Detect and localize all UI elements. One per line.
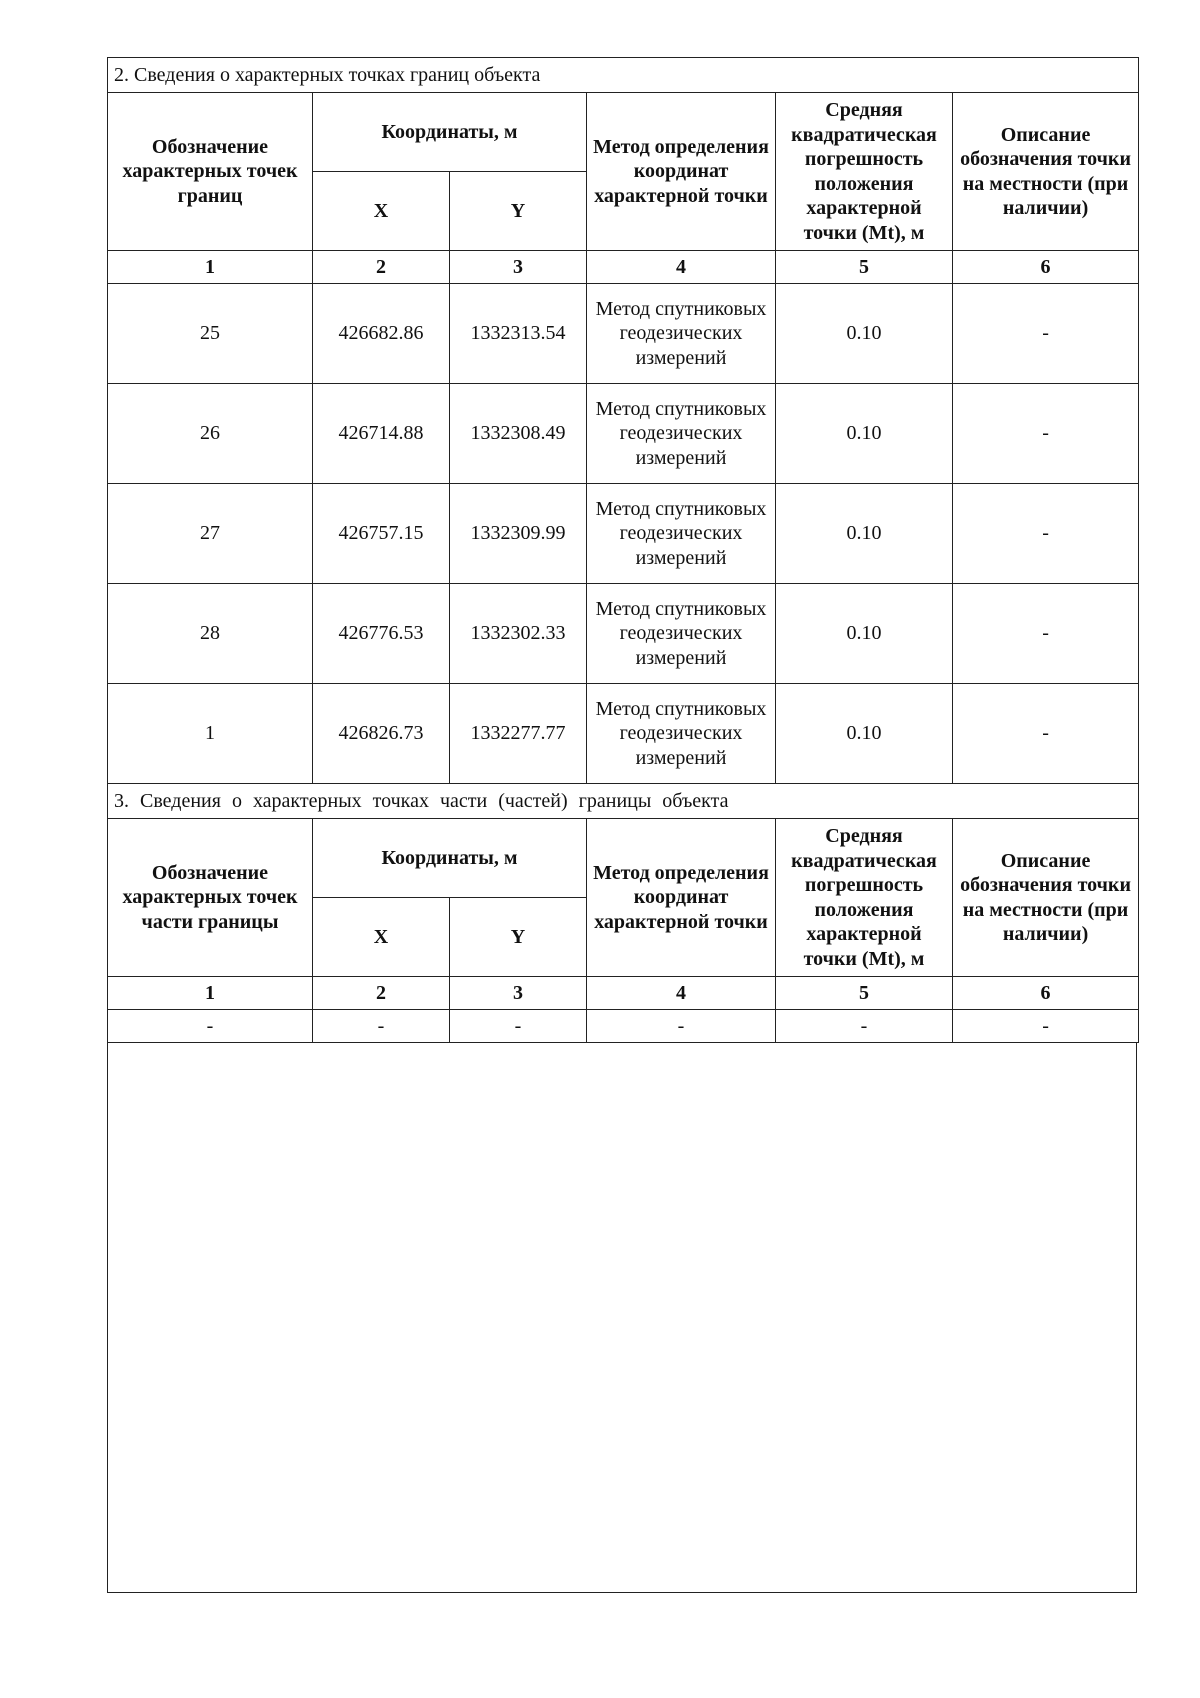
header-description: Описание обозначения точки на местности (при наличии) [953,93,1139,251]
coord-y: 1332308.49 [450,384,587,484]
header-designation: Обозначение характерных точек части границы [108,819,313,977]
column-number: 5 [776,251,953,284]
header-designation: Обозначение характерных точек границ [108,93,313,251]
error: 0.10 [776,584,953,684]
coord-x: 426714.88 [313,384,450,484]
description: - [953,1010,1139,1043]
table-row [108,684,1139,784]
section-3-column-numbers-row [108,977,1139,1010]
column-number: 1 [108,977,313,1010]
section-2-header-row [108,93,1139,172]
header-y: Y [450,172,587,251]
coord-y: - [450,1010,587,1043]
description: - [953,684,1139,784]
coord-x: 426757.15 [313,484,450,584]
header-coordinates: Координаты, м [313,93,587,172]
table-row [108,584,1139,684]
table-row [108,284,1139,384]
column-number: 2 [313,251,450,284]
header-coordinates: Координаты, м [313,819,587,898]
column-number: 1 [108,251,313,284]
point-number: 27 [108,484,313,584]
section-2-title: 2. Сведения о характерных точках границ объекта [108,58,1139,93]
header-error: Средняя квадратическая погрешность положения характерной точки (Mt), м [776,819,953,977]
coord-x: 426776.53 [313,584,450,684]
description: - [953,284,1139,384]
method: Метод спутниковых геодезических измерений [587,384,776,484]
header-x: X [313,172,450,251]
column-number: 6 [953,251,1139,284]
coord-y: 1332309.99 [450,484,587,584]
coord-x: - [313,1010,450,1043]
section-2-column-numbers-row [108,251,1139,284]
point-number: 26 [108,384,313,484]
header-method: Метод определения координат характерной точки [587,819,776,977]
header-y: Y [450,898,587,977]
point-number: - [108,1010,313,1043]
coord-x: 426826.73 [313,684,450,784]
point-number: 25 [108,284,313,384]
method: - [587,1010,776,1043]
description: - [953,584,1139,684]
header-method: Метод определения координат характерной точки [587,93,776,251]
error: 0.10 [776,284,953,384]
column-number: 2 [313,977,450,1010]
error: 0.10 [776,684,953,784]
document-sheet [107,57,1138,1593]
header-error: Средняя квадратическая погрешность положения характерной точки (Mt), м [776,93,953,251]
column-number: 4 [587,251,776,284]
section-3-title-row [108,784,1139,819]
table-row [108,484,1139,584]
method: Метод спутниковых геодезических измерений [587,584,776,684]
method: Метод спутниковых геодезических измерений [587,684,776,784]
method: Метод спутниковых геодезических измерений [587,284,776,384]
error: 0.10 [776,384,953,484]
coord-y: 1332302.33 [450,584,587,684]
coord-y: 1332313.54 [450,284,587,384]
error: - [776,1010,953,1043]
column-number: 3 [450,251,587,284]
error: 0.10 [776,484,953,584]
method: Метод спутниковых геодезических измерений [587,484,776,584]
header-description: Описание обозначения точки на местности (при наличии) [953,819,1139,977]
column-number: 5 [776,977,953,1010]
table-row [108,384,1139,484]
point-number: 28 [108,584,313,684]
column-number: 4 [587,977,776,1010]
section-3-title: 3. Сведения о характерных точках части (частей) границы объекта [108,784,1139,819]
column-number: 6 [953,977,1139,1010]
description: - [953,384,1139,484]
table-row [108,1010,1139,1043]
coord-y: 1332277.77 [450,684,587,784]
column-number: 3 [450,977,587,1010]
point-number: 1 [108,684,313,784]
boundary-points-table [107,57,1139,1043]
header-x: X [313,898,450,977]
description: - [953,484,1139,584]
section-3-header-row [108,819,1139,898]
section-2-title-row [108,58,1139,93]
coord-x: 426682.86 [313,284,450,384]
blank-area [107,1043,1137,1593]
